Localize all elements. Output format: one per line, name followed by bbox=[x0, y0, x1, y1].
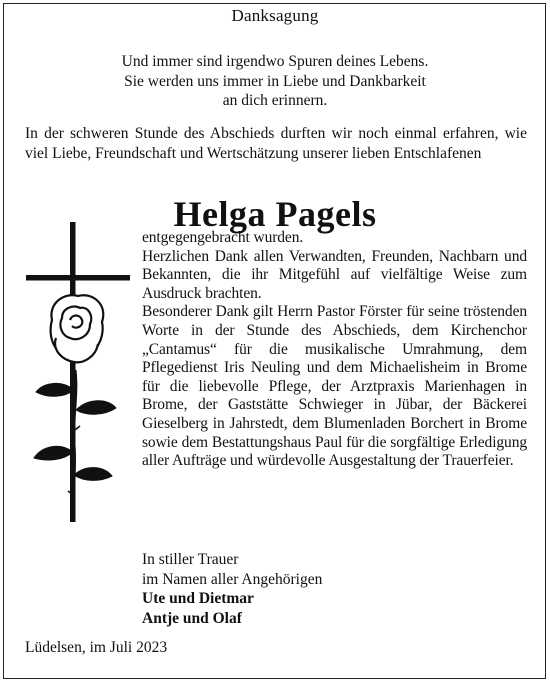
deceased-name: Helga Pagels bbox=[173, 194, 377, 234]
signature-line: im Namen aller Angehörigen bbox=[142, 570, 323, 588]
poem-line: Sie werden uns immer in Liebe und Dankbarkeit bbox=[124, 72, 426, 90]
thanks-paragraph: entgegengebracht wurden. bbox=[142, 229, 304, 246]
signature-line: In stiller Trauer bbox=[142, 551, 239, 568]
mourner-names: Ute und Dietmar bbox=[142, 590, 254, 607]
mourner-names: Antje und Olaf bbox=[142, 609, 242, 627]
poem-line: an dich erinnern. bbox=[222, 92, 328, 109]
signature-block bbox=[142, 550, 527, 628]
place-date: Lüdelsen, im Juli 2023 bbox=[25, 639, 168, 656]
thanks-paragraph: Besonderer Dank gilt Herrn Pastor Förster für seine tröstenden Worte in der Stunde des Abschieds, dem Kirchenchor „Cantamus“ für die musikalische Umrahmung, dem Pflegedienst Iris Neuling und dem Michaelisheim in Brome für die liebevolle Pflege, der Arztpraxis Marienhagen in Brome, der Gaststätte Schwieger in Jübar, der Bäckerei Gieselberg in Jahrstedt, dem Blumenladen Borchert in Brome sowie dem Bestattungshaus Paul für die sorgfältige Erledigung aller Aufträge und würdevolle Ausgestaltung der Trauerfeier. bbox=[142, 303, 527, 470]
poem-line: Und immer sind irgendwo Spuren deines Lebens. bbox=[121, 53, 429, 70]
poem-verse bbox=[0, 52, 550, 111]
thanks-text bbox=[142, 229, 527, 471]
notice-heading: Danksagung bbox=[231, 6, 319, 25]
thanks-paragraph: Herzlichen Dank allen Verwandten, Freunden, Nachbarn und Bekannten, die ihr Mitgefühl auf vielfältige Weise zum Ausdruck brachten. bbox=[142, 247, 527, 302]
cross-with-rose-icon bbox=[22, 220, 134, 530]
intro-paragraph: In der schweren Stunde des Abschieds durften wir noch einmal erfahren, wie viel Liebe, Freundschaft und Wertschätzung unserer lieben Entschlafenen bbox=[25, 125, 527, 162]
